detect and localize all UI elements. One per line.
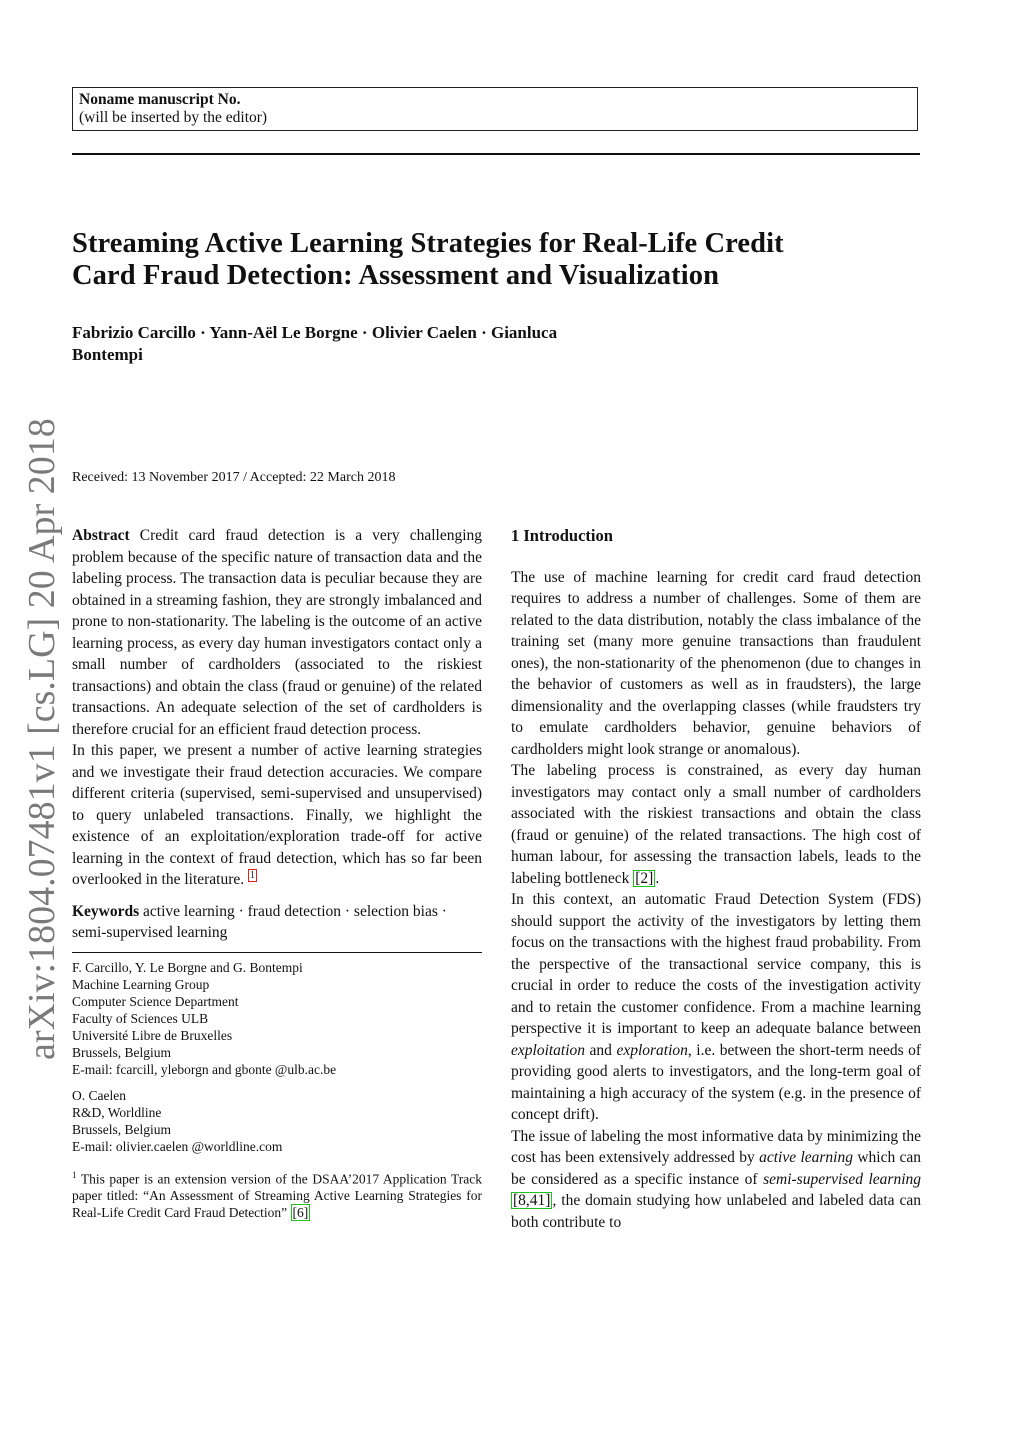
abstract-paragraph-2 [72,740,482,891]
title-line-2: Card Fraud Detection: Assessment and Visualization [72,260,720,291]
abstract-text-2: In this paper, we present a number of active learning strategies and we investigate their fraud detection accuracies. We compare different criteria (supervised, semi-supervised and unsupervised) to query unlabeled transactions. Finally, we highlight the existence of an exploitation/exploration trade-off for active learning in the context of fraud detection, which has so far been overlooked in the literature. [72,742,482,888]
intro-paragraph-4 [511,1126,921,1234]
abstract-paragraph-1 [72,525,482,740]
intro-paragraph-1: The use of machine learning for credit card fraud detection requires to address a number of challenges. Some of them are related to the data distribution, notably the class imbalance of the training set (many more genuine transactions than fraudulent ones), the non-stationarity of the phenomenon (due to changes in the behavior of customers as well as in fraudsters), the large dimensionality and the overlapping classes (while fraudsters try to emulate cardholders behavior, genuine behaviors of cardholders might look strange or anomalous). [511,568,921,758]
term-exploitation: exploitation [511,1041,586,1059]
abstract-heading: Abstract [72,527,130,544]
affiliation-rule [72,952,482,953]
title-line-1: Streaming Active Learning Strategies for Real-Life Credit [72,228,784,259]
abstract-text-1: Credit card fraud detection is a very challenging problem because of the specific nature of transaction data and the labeling process. The transaction data is peculiar because they are obtained in a streaming fashion, they are strongly imbalanced and prone to non-stationarity. The labeling is the outcome of an active learning process, as every day human investigators contact only a small number of cardholders (associated to the riskiest transactions) and obtain the class (fraud or genuine) of the related transactions. An adequate selection of the set of cardholders is therefore crucial for an efficient fraud detection process. [72,527,482,738]
footnote-mark: 1 [72,1169,77,1180]
keywords-text: active learning · fraud detection · selection bias · semi-supervised learning [72,902,447,941]
footnote-reference[interactable]: 1 [250,869,256,881]
footnote [72,1167,482,1222]
intro-paragraph-3 [511,889,921,1126]
paper-title [72,228,932,292]
authors-line-1: Fabrizio Carcillo · Yann-Aël Le Borgne · Olivier Caelen · Gianluca [72,323,558,342]
intro-text-3a: In this context, an automatic Fraud Detection System (FDS) should support the activity of the investigators by letting them focus on the transactions with the highest fraud probability. From the perspective of the transactional service company, this is crucial in order to reduce the costs of the investigation activity and to retain the customer confidence. From a machine learning perspective it is important to keep an adequate balance between [511,891,921,1037]
affiliation-line: Faculty of Sciences ULB [72,1010,209,1026]
affiliation-line: Université Libre de Bruxelles [72,1027,233,1043]
arxiv-stamp: arXiv:1804.07481v1 [cs.LG] 20 Apr 2018 [21,418,63,1060]
intro-text-4a: The issue of labeling the most informative data by minimizing the cost has been extensively addressed by [511,1127,921,1166]
right-column [511,525,921,1233]
conjunction: and [589,1041,612,1059]
received-date: Received: 13 November 2017 / Accepted: 22 March 2018 [72,470,396,485]
citation-link[interactable]: [8,41] [513,1192,551,1209]
citation-link[interactable]: [6] [292,1205,309,1220]
manuscript-header-box [72,87,918,131]
term-exploration: exploration [616,1041,688,1059]
intro-text-4c: , the domain studying how unlabeled and labeled data can both contribute to [511,1192,921,1231]
intro-text-3b: , i.e. between the short-term needs of providing good alerts to investigators, and the long-term goal of maintaining a high accuracy of the system (e.g. in the presence of concept drift). [511,1041,922,1123]
affiliation-line: Machine Learning Group [72,976,210,992]
author-list [72,322,692,366]
affiliation-line: O. Caelen [72,1087,126,1103]
footnote-text: This paper is an extension version of the DSAA’2017 Application Track paper titled: “An Assessment of Streaming Active Learning Strategies for Real-Life Credit Card Fraud Detection” [72,1171,482,1220]
affiliation-line: Brussels, Belgium [72,1044,172,1060]
intro-text-2: The labeling process is constrained, as every day human investigators may contact only a small number of cardholders associated with the riskiest transactions and obtain the class (fraud or genuine) of the related transactions. The high cost of human labour, for assessing the transaction labels, leads to the labeling bottleneck [511,762,921,887]
affiliation-email: E-mail: fcarcill, yleborgn and gbonte @ulb.ac.be [72,1061,337,1077]
left-column [72,525,482,1221]
term-active-learning: active learning [759,1149,853,1166]
citation-link[interactable]: [2] [635,869,654,887]
affiliation-block-1 [72,959,482,1078]
affiliation-line: F. Carcillo, Y. Le Borgne and G. Bontempi [72,959,303,975]
affiliation-line: R&D, Worldline [72,1104,162,1120]
affiliation-line: Brussels, Belgium [72,1121,172,1137]
keywords-heading: Keywords [72,902,140,920]
intro-paragraph-2: The labeling process is constrained, as every day human investigators may contact only a small number of cardholders associated with the riskiest transactions and obtain the class (fraud or genuine) of the related transactions. The high cost of human labour, for assessing the transaction labels, leads to the labeling bottleneck [2] . [511,762,921,887]
editor-note: (will be inserted by the editor) [79,109,268,126]
term-semi-supervised-learning: semi-supervised learning [763,1170,922,1188]
keywords [72,901,482,944]
affiliation-line: Computer Science Department [72,993,239,1009]
affiliation-block-2 [72,1087,482,1155]
manuscript-number: Noname manuscript No. [79,91,241,108]
section-heading-introduction: 1 Introduction [511,526,613,545]
intro-text-4b: which can be considered as a specific instance of [511,1149,922,1188]
affiliation-email: E-mail: olivier.caelen @worldline.com [72,1138,283,1154]
header-rule [72,153,920,155]
authors-line-2: Bontempi [72,345,143,364]
